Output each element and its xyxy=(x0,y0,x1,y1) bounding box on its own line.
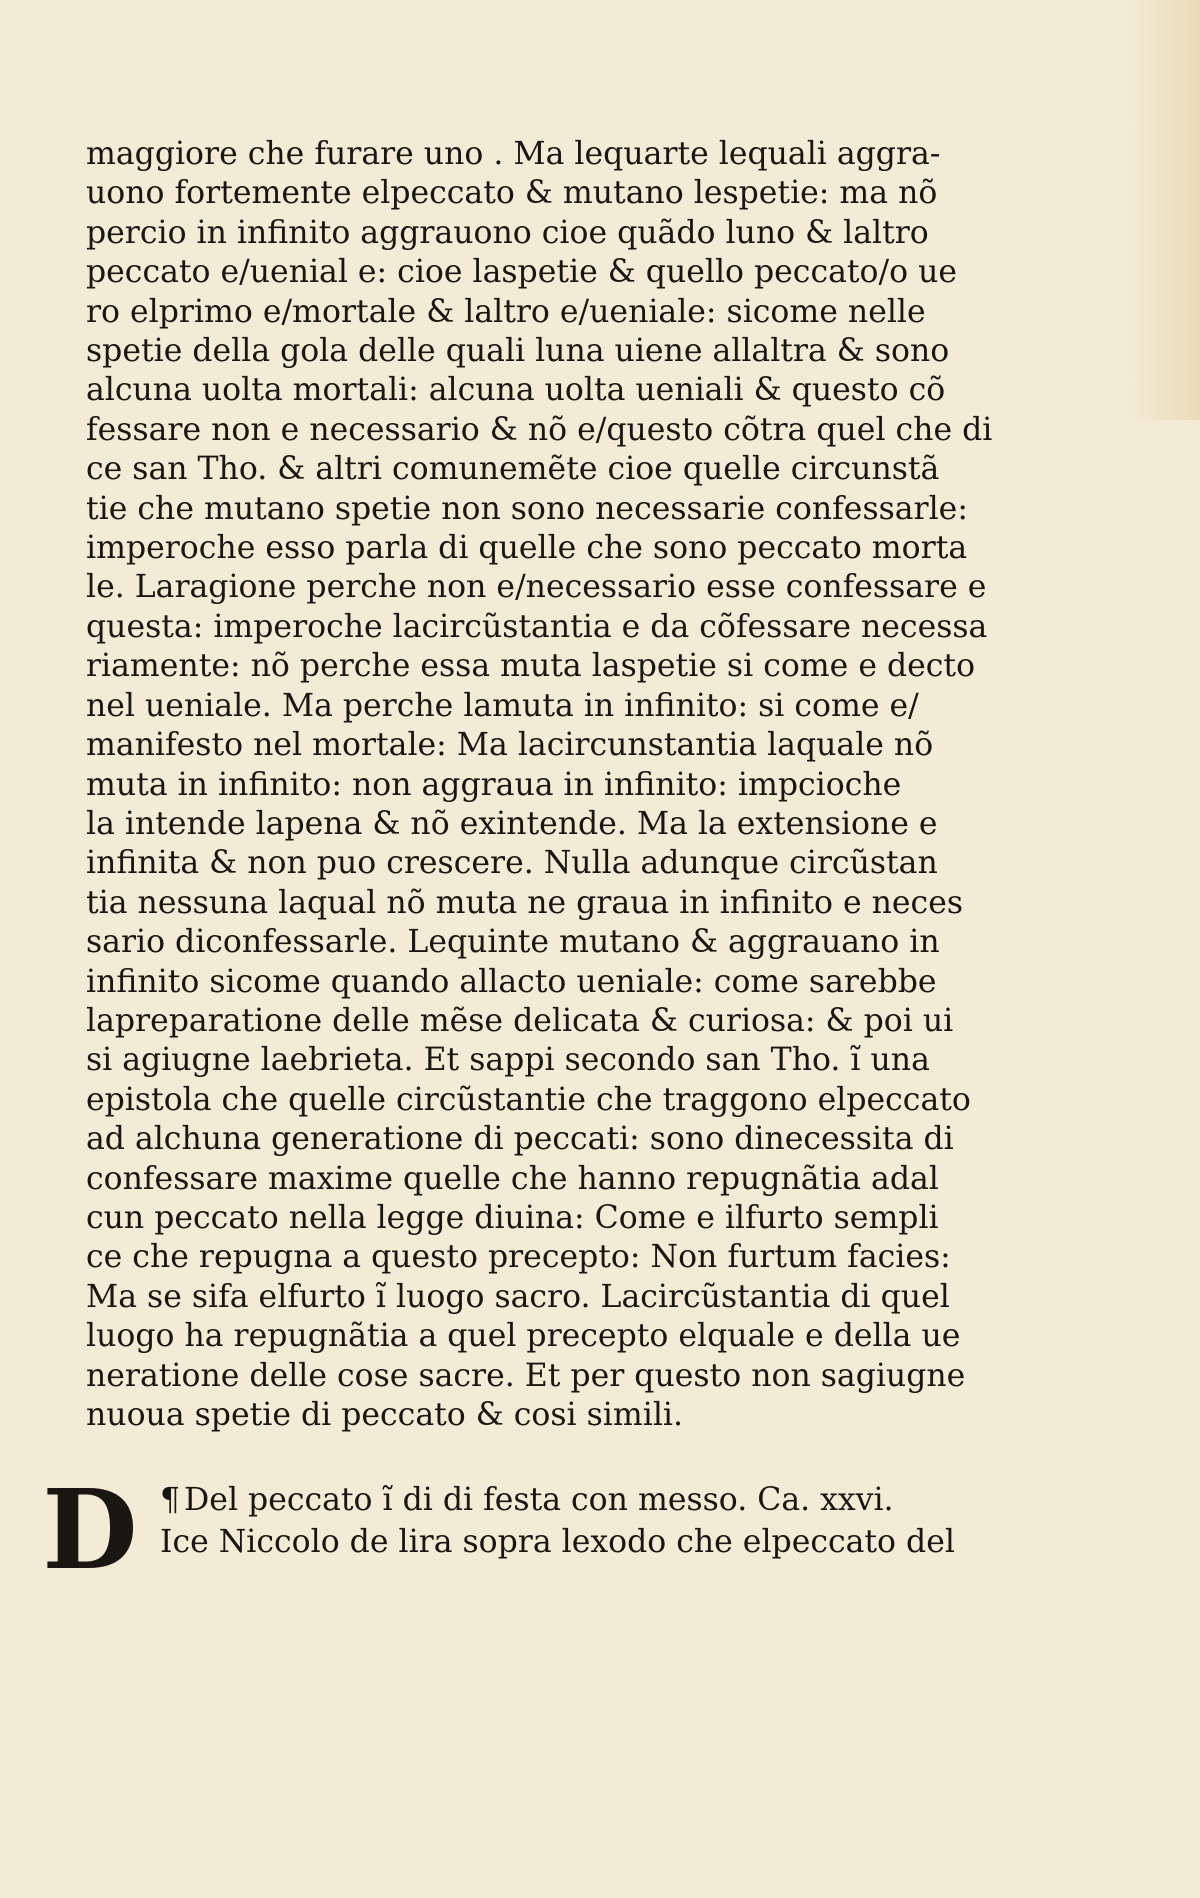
text-line: ce che repugna a questo precepto: Non furtum facies: xyxy=(86,1239,951,1276)
text-line: ce san Tho. & altri comunemẽte cioe quelle circunstã xyxy=(86,451,940,488)
text-line: Ma se sifa elfurto ĩ luogo sacro. Lacircũstantia di quel xyxy=(86,1278,950,1315)
text-line: la intende lapena & nõ exintende. Ma la extensione e xyxy=(86,805,938,842)
text-line: peccato e/uenial e: cioe laspetie & quello peccato/o ue xyxy=(86,254,958,291)
pilcrow-icon: ¶ xyxy=(160,1482,181,1518)
text-line: percio in infinito aggrauono cioe quãdo luno & laltro xyxy=(86,214,929,251)
text-line: tia nessuna laqual nõ muta ne graua in infinito e neces xyxy=(86,884,964,921)
body-text xyxy=(86,135,993,1435)
text-line: tie che mutano spetie non sono necessarie confessarle: xyxy=(86,490,968,527)
text-line: cun peccato nella legge diuina: Come e ilfurto sempli xyxy=(86,1199,939,1236)
chapter-heading-text: Del peccato ĩ di di festa con messo. Ca. xxvi. xyxy=(184,1482,894,1518)
chapter-heading xyxy=(160,1480,894,1520)
text-line: neratione delle cose sacre. Et per questo non sagiugne xyxy=(86,1357,966,1394)
text-line: questa: imperoche lacircũstantia e da cõfessare necessa xyxy=(86,608,988,645)
text-line: ad alchuna generatione di peccati: sono dinecessita di xyxy=(86,1121,954,1158)
text-line: imperoche esso parla di quelle che sono peccato morta xyxy=(86,530,968,567)
text-line: manifesto nel mortale: Ma lacircunstantia laquale nõ xyxy=(86,727,934,764)
text-line: muta in infinito: non aggraua in infinito: impcioche xyxy=(86,766,902,803)
page-edge-stain xyxy=(1130,0,1200,420)
initial-letter: D xyxy=(42,1465,138,1594)
text-line: infinita & non puo crescere. Nulla adunque circũstan xyxy=(86,845,938,882)
text-line: spetie della gola delle quali luna uiene allaltra & sono xyxy=(86,333,950,370)
text-line: fessare non e necessario & nõ e/questo cõtra quel che di xyxy=(86,411,993,448)
text-line: si agiugne laebrieta. Et sappi secondo san Tho. ĩ una xyxy=(86,1042,930,1079)
text-line: lapreparatione delle mẽse delicata & curiosa: & poi ui xyxy=(86,1002,954,1039)
chapter-opening-line: Ice Niccolo de lira sopra lexodo che elpeccato del xyxy=(160,1524,955,1560)
text-line: confessare maxime quelle che hanno repugnãtia adal xyxy=(86,1160,939,1197)
text-line: infinito sicome quando allacto ueniale: come sarebbe xyxy=(86,963,937,1000)
text-line: epistola che quelle circũstantie che traggono elpeccato xyxy=(86,1081,971,1118)
text-line: riamente: nõ perche essa muta laspetie si come e decto xyxy=(86,648,976,685)
text-line: ro elprimo e/mortale & laltro e/ueniale: sicome nelle xyxy=(86,293,926,330)
text-line: sario diconfessarle. Lequinte mutano & aggrauano in xyxy=(86,924,940,961)
text-line: alcuna uolta mortali: alcuna uolta ueniali & questo cõ xyxy=(86,372,946,409)
text-line: le. Laragione perche non e/necessario esse confessare e xyxy=(86,569,987,606)
chapter-rubric xyxy=(40,1465,955,1594)
text-line: nuoua spetie di peccato & cosi simili. xyxy=(86,1397,683,1433)
text-line: nel ueniale. Ma perche lamuta in infinito: si come e/ xyxy=(86,687,919,724)
text-line: uono fortemente elpeccato & mutano lespetie: ma nõ xyxy=(86,175,938,212)
text-line: luogo ha repugnãtia a quel precepto elquale e della ue xyxy=(86,1318,961,1355)
text-line: maggiore che furare uno . Ma lequarte lequali aggra- xyxy=(86,136,941,172)
